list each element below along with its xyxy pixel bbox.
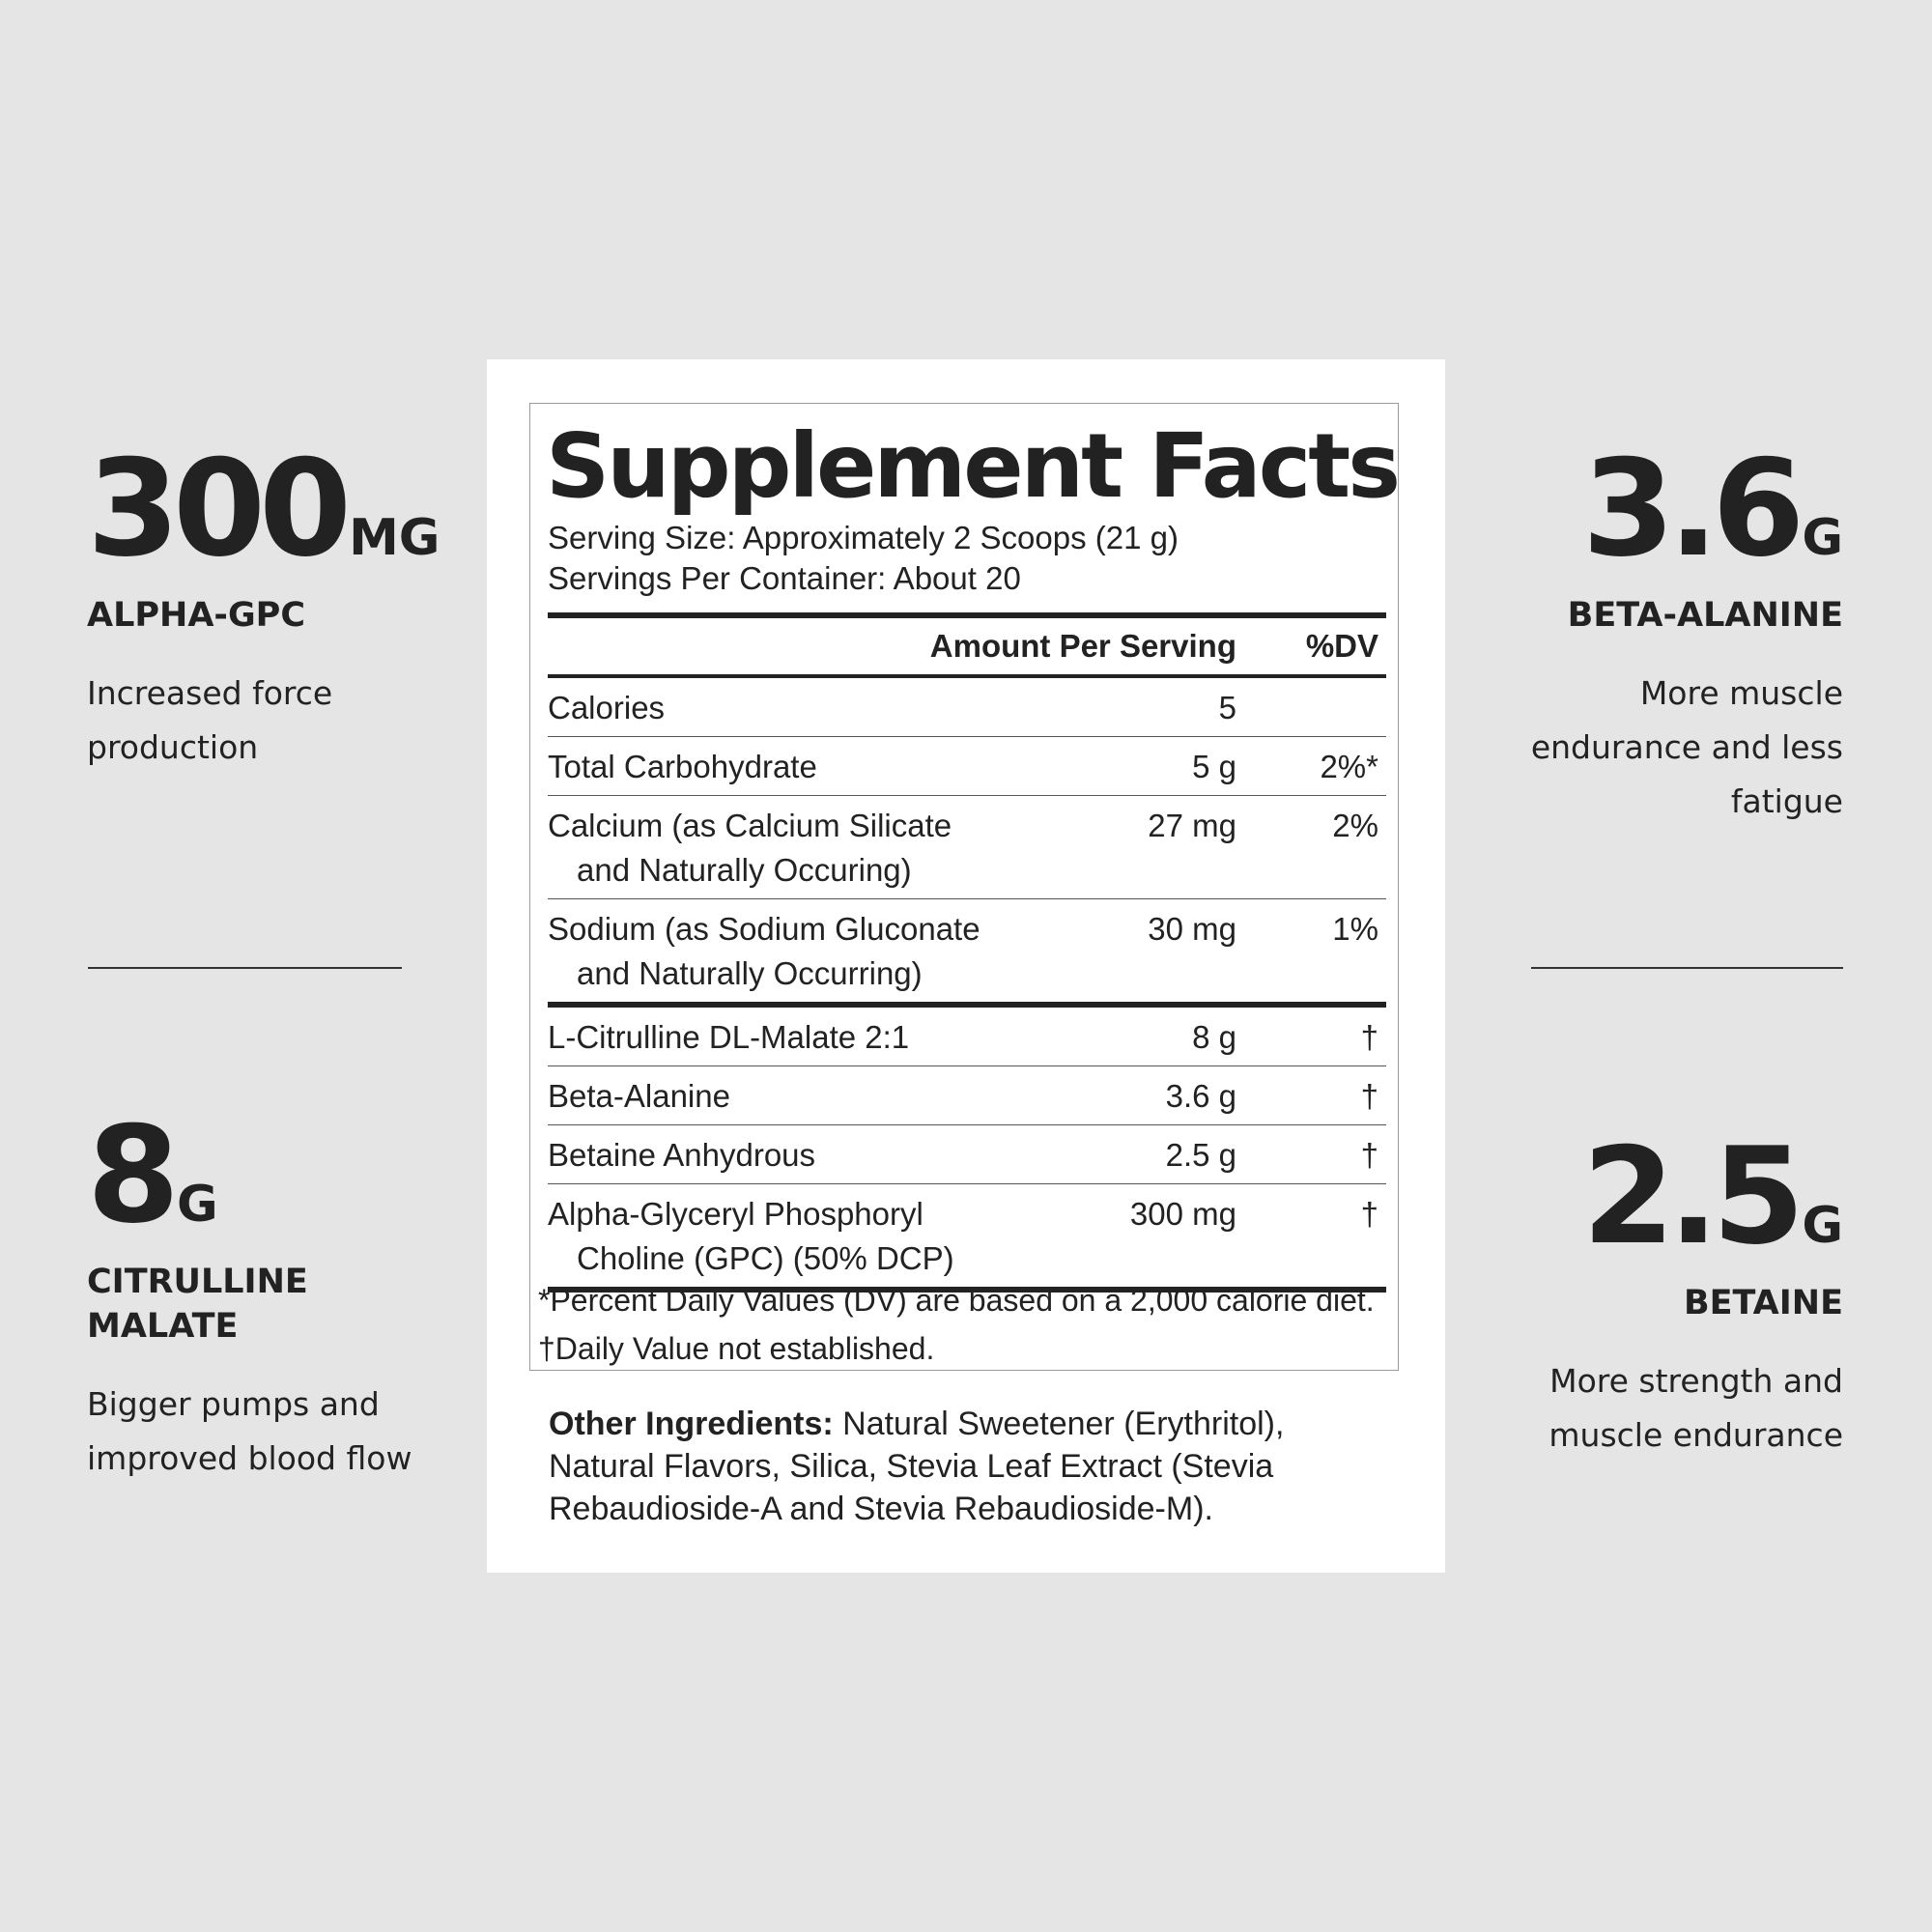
ingredient-dv: † xyxy=(1360,1078,1378,1114)
stat-unit: G xyxy=(177,1176,218,1234)
supplement-facts-panel xyxy=(529,403,1399,1371)
ingredient-amount: 300 mg xyxy=(1129,1196,1236,1232)
serving-info xyxy=(548,518,1179,599)
stat-unit: G xyxy=(1802,1197,1843,1255)
stat-name: ALPHA-GPC xyxy=(87,596,306,635)
stat-description xyxy=(1437,1354,1843,1463)
nutrient-name-line: Sodium (as Sodium Gluconate xyxy=(548,911,980,947)
nutrient-name xyxy=(548,899,1024,1002)
nutrient-dv: 1% xyxy=(1332,911,1378,947)
stat-name-line: CITRULLINE xyxy=(87,1263,308,1301)
nutrient-dv: 2% xyxy=(1332,808,1378,843)
divider-left xyxy=(88,967,402,969)
ingredient-dv: † xyxy=(1360,1196,1378,1232)
stat-description-line: fatigue xyxy=(1730,782,1843,820)
ingredient-dv: † xyxy=(1360,1019,1378,1055)
table-row xyxy=(548,737,1386,796)
stat-name: BETAINE xyxy=(1683,1284,1843,1322)
header-dv: %DV xyxy=(1305,628,1378,664)
stat-number: 3.6 xyxy=(1581,431,1799,586)
stat-description-line: endurance and less xyxy=(1530,728,1843,766)
ingredient-name: Betaine Anhydrous xyxy=(548,1137,816,1173)
stat-value xyxy=(87,431,493,586)
stat-citrulline-malate xyxy=(87,1097,493,1486)
header-spacer xyxy=(548,639,831,653)
stat-description-line: Bigger pumps and xyxy=(87,1385,380,1423)
table-row xyxy=(548,1066,1386,1125)
ingredient-name-line: Alpha-Glyceryl Phosphoryl xyxy=(548,1196,923,1232)
stat-name xyxy=(87,1260,493,1349)
nutrient-name-line: Calcium (as Calcium Silicate xyxy=(548,808,952,843)
ingredient-name xyxy=(548,1184,1024,1287)
ingredient-name: Beta-Alanine xyxy=(548,1078,730,1114)
stat-name-line: MALATE xyxy=(87,1307,239,1346)
stat-unit: MG xyxy=(349,509,440,567)
stat-beta-alanine xyxy=(1437,431,1843,829)
stat-unit: G xyxy=(1802,509,1843,567)
stat-value xyxy=(1437,1119,1843,1274)
stat-description xyxy=(87,667,493,775)
stat-value xyxy=(87,1097,493,1253)
nutrient-amount: 5 xyxy=(1218,690,1236,725)
nutrient-dv xyxy=(1236,678,1386,736)
nutrient-amount: 30 mg xyxy=(1148,911,1236,947)
stat-description-line: muscle endurance xyxy=(1548,1416,1843,1454)
divider-right xyxy=(1531,967,1843,969)
ingredient-name: L-Citrulline DL-Malate 2:1 xyxy=(548,1019,910,1055)
stat-description xyxy=(87,1378,493,1486)
table-row xyxy=(548,1125,1386,1184)
ingredient-name-line: Choline (GPC) (50% DCP) xyxy=(577,1240,954,1276)
nutrient-name xyxy=(548,796,1024,898)
nutrient-amount: 27 mg xyxy=(1148,808,1236,843)
stat-description-line: production xyxy=(87,728,259,766)
ingredient-amount: 8 g xyxy=(1192,1019,1236,1055)
stat-description-line: improved blood flow xyxy=(87,1439,412,1477)
other-ingredients-label: Other Ingredients: xyxy=(549,1406,834,1442)
facts-table-header xyxy=(548,612,1386,678)
stat-description xyxy=(1437,667,1843,829)
table-row xyxy=(548,678,1386,737)
ingredient-dv: † xyxy=(1360,1137,1378,1173)
stat-number: 300 xyxy=(87,431,346,586)
nutrient-name-line: and Naturally Occuring) xyxy=(577,852,912,888)
stat-alpha-gpc xyxy=(87,431,493,775)
facts-table xyxy=(548,612,1386,1293)
other-ingredients xyxy=(549,1403,1379,1530)
table-row xyxy=(548,796,1386,899)
footnote-dagger: †Daily Value not established. xyxy=(538,1331,935,1366)
nutrient-name-line: and Naturally Occurring) xyxy=(577,955,923,991)
supplement-facts-card xyxy=(487,359,1445,1573)
facts-title: Supplement Facts xyxy=(546,414,1398,518)
footnote-daily-value: *Percent Daily Values (DV) are based on a 2,000 calorie diet. xyxy=(538,1283,1375,1318)
header-amount: Amount Per Serving xyxy=(929,628,1236,664)
stat-betaine xyxy=(1437,1119,1843,1463)
ingredient-amount: 2.5 g xyxy=(1165,1137,1236,1173)
other-ingredients-text: Natural Sweetener (Erythritol), Natural Flavors, Silica, Stevia Leaf Extract (Stevia Rebaudioside-A and Stevia Rebaudioside-M). xyxy=(549,1406,1285,1527)
stat-number: 2.5 xyxy=(1581,1119,1799,1274)
stat-description-line: More muscle xyxy=(1639,674,1843,712)
servings-per-container: Servings Per Container: About 20 xyxy=(548,560,1021,596)
facts-footnotes xyxy=(538,1276,1375,1373)
stat-description-line: Increased force xyxy=(87,674,333,712)
serving-size: Serving Size: Approximately 2 Scoops (21 g) xyxy=(548,520,1179,555)
ingredient-amount: 3.6 g xyxy=(1165,1078,1236,1114)
nutrient-dv: 2%* xyxy=(1320,749,1378,784)
nutrient-name: Total Carbohydrate xyxy=(548,749,817,784)
table-row xyxy=(548,899,1386,1008)
stat-number: 8 xyxy=(87,1097,174,1253)
stat-value xyxy=(1437,431,1843,586)
nutrient-amount: 5 g xyxy=(1192,749,1236,784)
stat-description-line: More strength and xyxy=(1549,1362,1843,1400)
stat-name: BETA-ALANINE xyxy=(1567,596,1843,635)
nutrient-name: Calories xyxy=(548,690,666,725)
table-row xyxy=(548,1008,1386,1066)
